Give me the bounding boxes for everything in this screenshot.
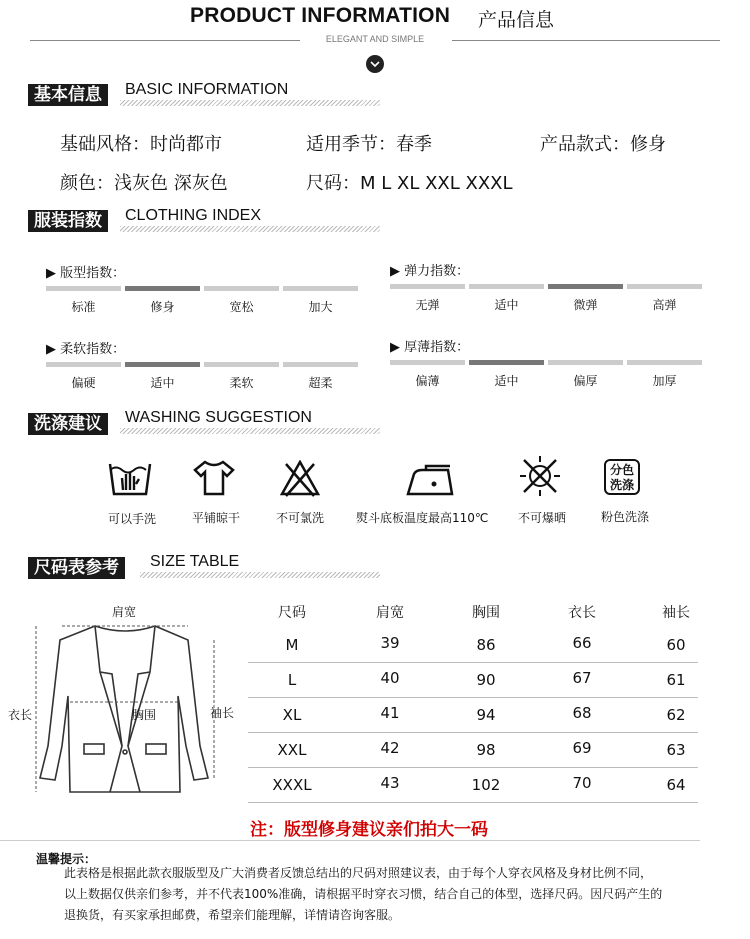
section-stripe — [120, 100, 380, 106]
size-table-cell: 98 — [476, 741, 496, 759]
size-table-cell: 94 — [476, 706, 496, 724]
page-subtitle: ELEGANT AND SIMPLE — [325, 34, 425, 44]
size-table-cell: 66 — [572, 634, 592, 652]
index-scale-bar — [204, 286, 279, 291]
index-scale-bar — [283, 286, 358, 291]
size-table-cell: 90 — [476, 671, 496, 689]
index-scale-bar — [125, 362, 200, 367]
index-option: 偏薄 — [415, 374, 440, 388]
section-title-index-en: CLOTHING INDEX — [125, 207, 262, 224]
basic-season: 适用季节：春季 — [306, 134, 432, 155]
chevron-down-icon — [366, 55, 384, 73]
basic-color: 颜色：浅灰色 深灰色 — [60, 173, 228, 194]
index-scale-bar — [125, 286, 200, 291]
separate-wash-text-2: 洗涤 — [609, 478, 634, 492]
size-table-header: 袖长 — [662, 605, 690, 621]
index-option: 微弹 — [573, 298, 598, 312]
index-option: 高弹 — [652, 298, 677, 312]
wash-label: 熨斗底板温度最高110℃ — [356, 511, 489, 525]
section-stripe — [140, 572, 380, 578]
basic-fit: 产品款式：修身 — [540, 134, 666, 155]
index-option: 超柔 — [308, 376, 333, 390]
divider-right — [452, 40, 720, 41]
wash-label: 平铺晾干 — [191, 511, 240, 525]
iron-icon — [404, 462, 458, 500]
index-option: 标准 — [71, 300, 96, 314]
section-title-index: 服装指数 — [28, 210, 108, 232]
size-table-cell: 69 — [572, 739, 592, 757]
section-title-basic: 基本信息 — [28, 84, 108, 106]
size-table-cell: 43 — [380, 774, 400, 792]
wash-label: 不可氯洗 — [275, 511, 324, 525]
section-stripe — [120, 226, 380, 232]
section-title-washing: 洗涤建议 — [28, 413, 108, 435]
table-row-divider — [248, 732, 698, 733]
diagram-label-chest: 胸围 — [132, 708, 157, 722]
index-option: 偏厚 — [573, 374, 598, 388]
size-table-cell: 68 — [572, 704, 592, 722]
size-table-cell: 67 — [572, 669, 592, 687]
index-group-label: ▶ 厚薄指数： — [390, 340, 470, 355]
size-table-cell: XL — [282, 706, 302, 724]
wash-label: 可以手洗 — [107, 512, 156, 526]
index-scale-bar — [390, 284, 465, 289]
table-row-divider — [248, 802, 698, 803]
size-table-header: 肩宽 — [376, 605, 404, 621]
index-scale-bar — [46, 286, 121, 291]
index-scale-bar — [390, 360, 465, 365]
table-row-divider — [248, 697, 698, 698]
basic-sizes: 尺码：M L XL XXL XXXL — [306, 173, 513, 194]
index-scale-bar — [548, 360, 623, 365]
index-scale-bar — [204, 362, 279, 367]
section-title-washing-en: WASHING SUGGESTION — [125, 409, 312, 426]
index-option: 适中 — [494, 374, 519, 388]
separate-wash-icon — [604, 459, 640, 495]
index-option: 修身 — [150, 300, 175, 314]
index-scale-bar — [627, 284, 702, 289]
tips-title: 温馨提示： — [36, 852, 97, 866]
index-option: 适中 — [150, 376, 175, 390]
tips-line: 退换货，有买家承担邮费，希望亲们能理解，详情请咨询客服。 — [64, 908, 401, 922]
diagram-label-shoulder: 肩宽 — [112, 605, 137, 619]
wash-label: 不可爆晒 — [517, 511, 566, 525]
size-table-cell: 60 — [666, 636, 686, 654]
size-table-cell: 42 — [380, 739, 400, 757]
index-option: 宽松 — [229, 300, 254, 314]
index-group-label: ▶ 版型指数： — [46, 266, 126, 281]
index-scale-bar — [627, 360, 702, 365]
no-sun-icon — [516, 452, 564, 504]
index-scale-bar — [469, 284, 544, 289]
page-title-cn: 产品信息 — [478, 9, 555, 31]
diagram-label-sleeve: 袖长 — [210, 706, 235, 720]
size-table-header: 胸围 — [472, 605, 500, 621]
size-table-header: 衣长 — [568, 605, 596, 621]
table-row-divider — [248, 662, 698, 663]
wash-label: 粉色洗涤 — [600, 510, 649, 524]
size-note: 注：版型修身建议亲们拍大一码 — [250, 820, 488, 840]
divider — [0, 840, 700, 841]
section-title-basic-en: BASIC INFORMATION — [125, 81, 289, 98]
size-table-cell: 64 — [666, 776, 686, 794]
size-table-cell: XXXL — [272, 776, 312, 794]
section-title-size: 尺码表参考 — [28, 557, 125, 579]
separate-wash-text-1: 分色 — [609, 463, 634, 477]
size-table-cell: 62 — [666, 706, 686, 724]
index-group-label: ▶ 弹力指数： — [390, 264, 470, 279]
size-table-header: 尺码 — [278, 605, 306, 621]
index-option: 柔软 — [229, 376, 254, 390]
index-scale-bar — [469, 360, 544, 365]
section-title-size-en: SIZE TABLE — [150, 553, 240, 570]
no-bleach-icon — [280, 460, 320, 502]
hand-wash-icon — [108, 458, 152, 502]
page-title-en: PRODUCT INFORMATION — [190, 4, 451, 27]
size-table-cell: 40 — [380, 669, 400, 687]
basic-style: 基础风格：时尚都市 — [60, 134, 222, 155]
index-option: 加厚 — [652, 374, 677, 388]
size-table-cell: 86 — [476, 636, 496, 654]
size-table-cell: 61 — [666, 671, 686, 689]
index-group-label: ▶ 柔软指数： — [46, 342, 126, 357]
index-scale-bar — [283, 362, 358, 367]
tips-line: 以上数据仅供亲们参考，并不代表100%准确，请根据平时穿衣习惯，结合自己的体型，选择尺码。因尺码产生的 — [64, 887, 663, 901]
flat-dry-icon — [193, 460, 235, 500]
size-table-cell: 102 — [471, 776, 501, 794]
size-table-cell: 41 — [380, 704, 400, 722]
index-option: 加大 — [308, 300, 333, 314]
size-table-cell: M — [285, 636, 299, 654]
diagram-label-length: 衣长 — [8, 708, 33, 722]
index-scale-bar — [548, 284, 623, 289]
size-table-cell: L — [287, 671, 297, 689]
index-option: 偏硬 — [71, 376, 96, 390]
size-table-cell: 63 — [666, 741, 686, 759]
size-table-cell: XXL — [277, 741, 307, 759]
index-option: 无弹 — [415, 298, 440, 312]
size-table-cell: 70 — [572, 774, 592, 792]
size-table-cell: 39 — [380, 634, 400, 652]
index-option: 适中 — [494, 298, 519, 312]
index-scale-bar — [46, 362, 121, 367]
tips-line: 此表格是根据此款衣服版型及广大消费者反馈总结出的尺码对照建议表，由于每个人穿衣风格及身材比例不同， — [64, 866, 653, 880]
table-row-divider — [248, 767, 698, 768]
section-stripe — [120, 428, 380, 434]
